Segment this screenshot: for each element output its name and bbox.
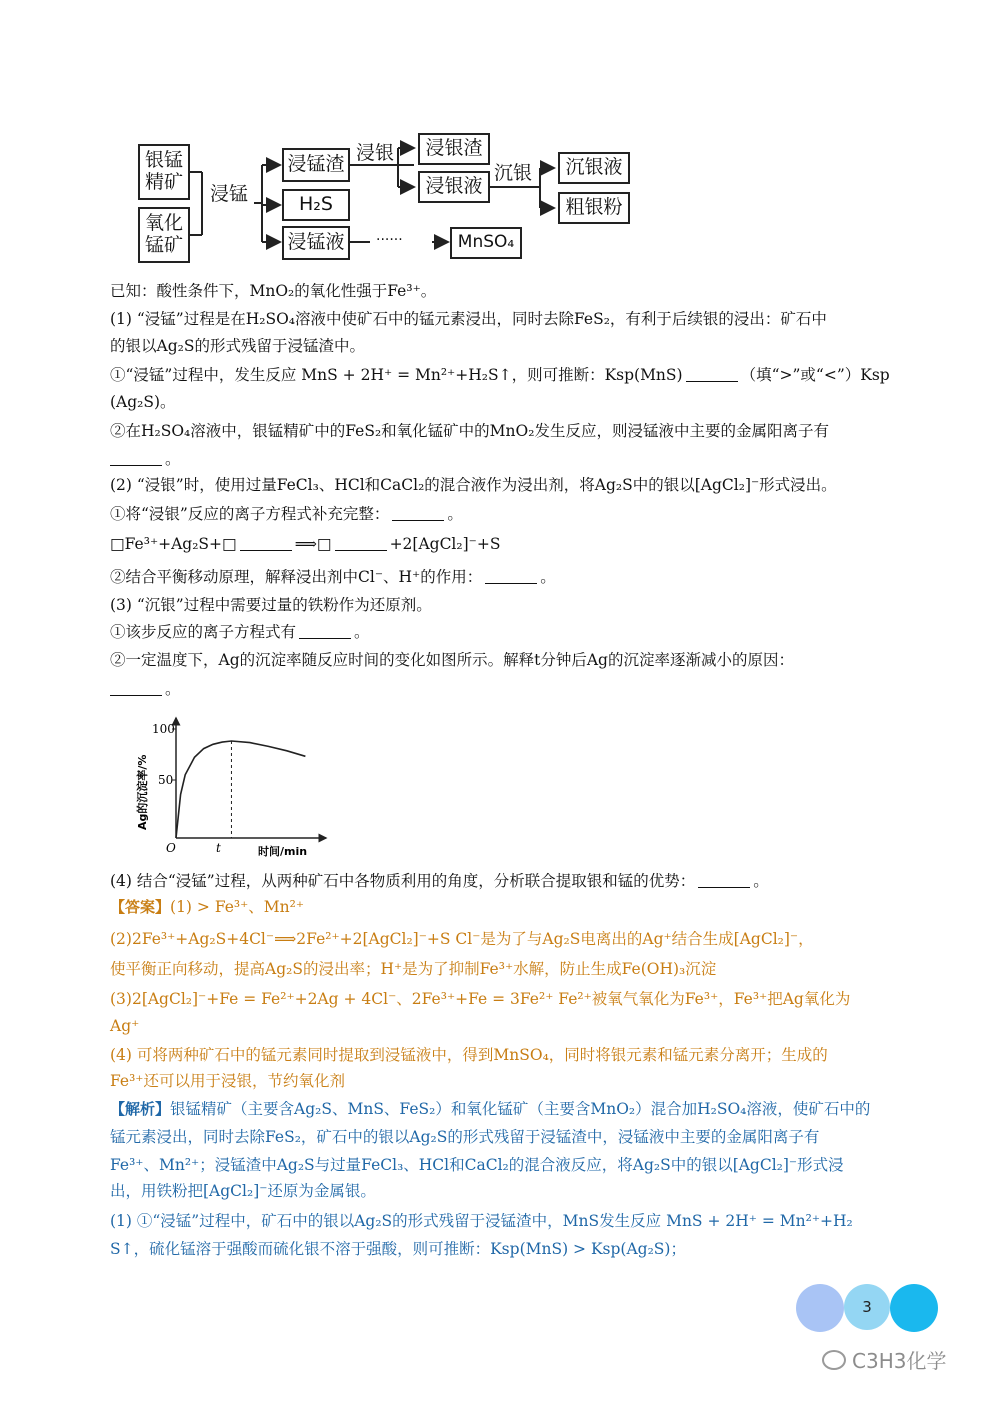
analysis-line-6: S↑，硫化锰溶于强酸而硫化银不溶于强酸，则可推断：Ksp(MnS) > Ksp(Ag₂S)；: [110, 1240, 686, 1258]
analysis-line-5: (1) ①“浸锰”过程中，矿石中的银以Ag₂S的形式残留于浸锰渣中，MnS发生反应 MnS + 2H⁺ = Mn²⁺+H₂: [110, 1212, 853, 1230]
answer-blank[interactable]: [110, 681, 162, 696]
answer-blank[interactable]: [110, 451, 162, 466]
residue-ag-label: 浸银渣: [425, 137, 483, 160]
residue-mn-label: 浸锰渣: [287, 153, 345, 176]
answer-tag: 【答案】: [110, 898, 171, 916]
answer-line-4: (3)2[AgCl₂]⁻+Fe = Fe²⁺+2Ag + 4Cl⁻、2Fe³⁺+Fe = 3Fe²⁺ Fe²⁺被氧气氧化为Fe³⁺，Fe³⁺把Ag氧化为: [110, 990, 851, 1008]
y-tick-50: 50: [158, 773, 174, 787]
answer-blank[interactable]: [299, 624, 351, 639]
known-condition: 已知：酸性条件下，MnO₂的氧化性强于Fe³⁺。: [110, 282, 437, 300]
mnso4-box: [450, 227, 522, 259]
answer-blank[interactable]: [335, 536, 387, 551]
question-2-1-text: ①将“浸银”反应的离子方程式补充完整：: [110, 505, 390, 523]
step-leach-mn-label: 浸锰: [210, 183, 249, 205]
equation-left: □Fe³⁺+Ag₂S+□: [110, 535, 237, 553]
question-2-2: [110, 566, 556, 588]
mnso4-label: MnSO₄: [457, 232, 515, 253]
question-1-1: [110, 364, 890, 386]
step-leach-ag-label: 浸银: [356, 142, 395, 164]
h2s-label: H₂S: [299, 193, 333, 216]
precip-liquor-label: 沉银液: [565, 156, 623, 179]
precip-liquor-box: [558, 152, 630, 184]
question-3-1-end: 。: [354, 623, 370, 641]
answer-line-2: (2)2Fe³⁺+Ag₂S+4Cl⁻⟹2Fe²⁺+2[AgCl₂]⁻+S Cl⁻是为了与Ag₂S电离出的Ag⁺结合生成[AgCl₂]⁻，: [110, 930, 814, 948]
chart-canvas: [130, 712, 330, 862]
question-2-2-end: 。: [540, 568, 556, 586]
residue-ag-box: [418, 133, 490, 165]
question-1-2: ②在H₂SO₄溶液中，银锰精矿中的FeS₂和氧化锰矿中的MnO₂发生反应，则浸锰液中主要的金属阳离子有: [110, 422, 829, 440]
question-1-1-cont: (Ag₂S)。: [110, 393, 176, 411]
ore-silver-manganese-label: 银锰 精矿: [144, 149, 183, 193]
origin-label: O: [166, 841, 176, 855]
analysis-line-1: [110, 1098, 870, 1120]
answer-line-5: Ag⁺: [110, 1017, 140, 1035]
analysis-1: 银锰精矿（主要含Ag₂S、MnS、FeS₂）和氧化锰矿（主要含MnO₂）混合加H₂SO₄溶液，使矿石中的: [170, 1100, 871, 1118]
answer-line-1: [110, 896, 304, 918]
y-axis-label: Ag的沉淀率/%: [136, 754, 149, 830]
question-1-text-cont: 的银以Ag₂S的形式残留于浸锰渣中。: [110, 337, 365, 355]
crude-ag-label: 粗银粉: [565, 196, 623, 219]
question-2-1-end: 。: [447, 505, 463, 523]
residue-mn-box: [282, 148, 350, 182]
liquor-ag-box: [418, 171, 490, 203]
question-3-2-end: 。: [165, 680, 181, 698]
question-1-2-end: 。: [165, 450, 181, 468]
wechat-icon: [822, 1350, 846, 1370]
question-4-end: 。: [753, 872, 769, 890]
question-4-text: (4) 结合“浸锰”过程，从两种矿石中各物质利用的角度，分析联合提取银和锰的优势：: [110, 872, 696, 890]
question-3-1: [110, 621, 370, 643]
answer-blank[interactable]: [485, 569, 537, 584]
question-1-text: (1) “浸锰”过程是在H₂SO₄溶液中使矿石中的锰元素浸出，同时去除FeS₂，有利于后续银的浸出：矿石中: [110, 310, 827, 328]
answer-line-6: (4) 可将两种矿石中的锰元素同时提取到浸锰液中，得到MnSO₄，同时将银元素和锰元素分离开；生成的: [110, 1046, 828, 1064]
analysis-tag: 【解析】: [110, 1100, 171, 1118]
equation-arrow: ⟹□: [294, 535, 332, 553]
question-2-2-text: ②结合平衡移动原理，解释浸出剂中Cl⁻、H⁺的作用：: [110, 568, 483, 586]
answer-1: (1) > Fe³⁺、Mn²⁺: [170, 898, 305, 916]
decor-circle-left: [796, 1284, 844, 1332]
t-marker-label: t: [216, 841, 221, 855]
answer-blank[interactable]: [392, 506, 444, 521]
analysis-line-2: 锰元素浸出，同时去除FeS₂，矿石中的银以Ag₂S的形式残留于浸锰渣中，浸锰液中主要的金属阳离子有: [110, 1128, 820, 1146]
decor-circle-right: [890, 1284, 938, 1332]
brand-label: C3H3化学: [852, 1349, 947, 1373]
answer-line-3: 使平衡正向移动，提高Ag₂S的浸出率；H⁺是为了抑制Fe³⁺水解，防止生成Fe(OH)₃沉淀: [110, 960, 717, 978]
brand-watermark: [822, 1345, 946, 1374]
question-3-2: ②一定温度下，Ag的沉淀率随反应时间的变化如图所示。解释t分钟后Ag的沉淀率逐渐减小的原因：: [110, 651, 794, 669]
page-number: 3: [862, 1298, 872, 1316]
answer-blank[interactable]: [686, 367, 738, 382]
precipitation-curve: [176, 741, 305, 838]
x-axis-label: 时间/min: [258, 845, 308, 858]
question-3-2-cont: [110, 678, 181, 700]
y-tick-100: 100: [152, 722, 175, 736]
analysis-line-3: Fe³⁺、Mn²⁺；浸锰渣中Ag₂S与过量FeCl₃、HCl和CaCl₂的混合液反应，将Ag₂S中的银以[AgCl₂]⁻形式浸: [110, 1156, 844, 1174]
question-3-1-text: ①该步反应的离子方程式有: [110, 623, 297, 641]
question-4: [110, 870, 769, 892]
question-2-1: [110, 503, 463, 525]
answer-blank[interactable]: [698, 873, 750, 888]
ore-silver-manganese-box: [138, 144, 190, 200]
equation-right: +2[AgCl₂]⁻+S: [389, 535, 501, 553]
ore-manganese-oxide-box: [138, 207, 190, 263]
dots-label: ······: [376, 232, 403, 248]
question-1-1-hint: （填“>”或“<”）Ksp: [740, 366, 890, 384]
liquor-mn-label: 浸锰液: [287, 231, 345, 254]
answer-blank[interactable]: [240, 536, 292, 551]
answer-line-7: Fe³⁺还可以用于浸银，节约氧化剂: [110, 1072, 345, 1090]
question-2-equation: [110, 533, 500, 555]
ore-manganese-oxide-label: 氧化 锰矿: [144, 212, 183, 256]
analysis-line-4: 出，用铁粉把[AgCl₂]⁻还原为金属银。: [110, 1182, 376, 1200]
question-3-text: (3) “沉银”过程中需要过量的铁粉作为还原剂。: [110, 596, 432, 614]
h2s-box: [282, 189, 350, 221]
question-1-2-cont: [110, 448, 181, 470]
precipitation-rate-chart: [130, 712, 330, 862]
question-1-1-text: ①“浸锰”过程中，发生反应 MnS + 2H⁺ = Mn²⁺+H₂S↑，则可推断：Ksp(MnS): [110, 366, 683, 384]
liquor-ag-label: 浸银液: [425, 175, 483, 198]
process-flowchart: [130, 132, 650, 267]
liquor-mn-box: [282, 226, 350, 260]
step-precip-label: 沉银: [494, 162, 533, 184]
question-2-text: (2) “浸银”时，使用过量FeCl₃、HCl和CaCl₂的混合液作为浸出剂，将Ag₂S中的银以[AgCl₂]⁻形式浸出。: [110, 476, 837, 494]
crude-ag-box: [558, 192, 630, 224]
